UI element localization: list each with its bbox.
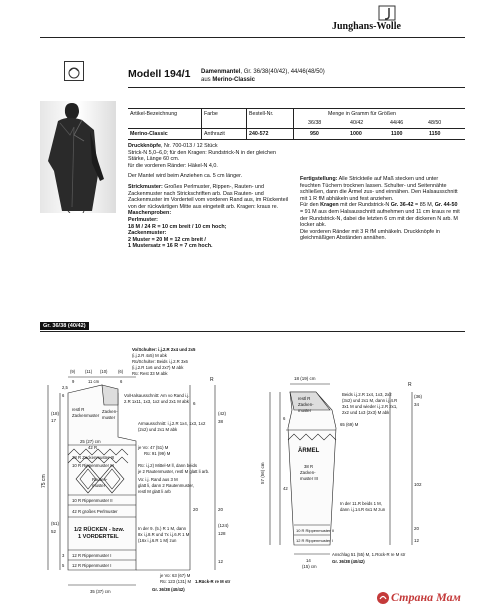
sleeve-rdim-34: 34	[414, 402, 420, 407]
dim-17: 17	[51, 418, 57, 423]
note-hals-2: 2.R 1x11, 1x3, 1x2 und 2x1 M abk	[124, 399, 189, 404]
label-42r: 42 R	[88, 445, 98, 450]
note-hals: Vo/Halsausschnitt: Am vo Rand i.j.	[124, 393, 190, 398]
td-amount-4: 1150	[429, 131, 441, 137]
sleeve-zack: Zacken-	[298, 402, 314, 407]
length-note: Der Mantel wird beim Anziehen ca. 5 cm länger.	[128, 173, 243, 180]
materials-table	[128, 108, 465, 140]
dim-51: (51)	[51, 521, 60, 526]
buttons-line: Druckknöpfe, Nr. 700-013 / 12 Stück	[128, 143, 218, 149]
label-zack3: muster	[102, 415, 116, 420]
rdim-6: 6	[193, 401, 196, 406]
sleeve-zack4: muster III	[300, 476, 318, 481]
body-schematic	[40, 345, 250, 595]
note-vo-schulter-2: (i.j.2.R 4x5) M abk	[132, 353, 167, 358]
topdim-6p: (6)	[118, 369, 124, 374]
label-12r-b: 12 R Rippenmuster I	[72, 563, 112, 568]
label-je-vo: je Vo: 47 (51) M	[138, 445, 169, 450]
note-arm-2: (2x2) und 2x1 M abk	[138, 427, 178, 432]
note-ru-schulter-2: (i.j.2.R 1x6 und 2x7) M abk	[132, 365, 184, 370]
pattern-text: Strickmuster: Großes Perlmuster, Rippen-, Rauten- und Zackenmuster nach Strickschriften arb. Das Rauten- und Zackenmuster im Vorderteil vom vorderen Rand aus, im Rückenteil von der rückwärtigen Mitte aus eingeteilt arb. Kragen: kraus re.	[128, 183, 288, 210]
note-ru-rest: Rü: Rest 33 M abk	[132, 371, 168, 376]
perl-title: Perlmuster:	[128, 216, 158, 223]
yarn-icon	[65, 62, 83, 80]
th-size-2: 40/42	[350, 120, 364, 126]
sleeve-ldim-42: 42	[283, 486, 288, 491]
gauge-title: Maschenproben:	[128, 210, 172, 217]
rdim-20a: 20	[193, 507, 199, 512]
label-zack2: Zacken-	[102, 409, 118, 414]
dim-3: 3	[62, 553, 65, 558]
topdim-10p: (10)	[100, 369, 108, 374]
perl-value: 18 M / 24 R = 10 cm breit / 10 cm hoch;	[128, 223, 227, 230]
sleeve-beids2: (3x2) und 2x1 M, dann i.j.4.R	[342, 398, 398, 403]
td-amount-3: 1100	[391, 131, 403, 137]
rdim-128: 128	[218, 531, 226, 536]
note-ru1b: je 2 Rautenmuster, restl M glatt li arb.	[138, 469, 210, 474]
td-color: Anthrazit	[204, 131, 225, 137]
td-amount-2: 1000	[350, 131, 362, 137]
model-title: Damenmantel, Gr. 36/38(40/42), 44/46(48/50) aus Merino-Classic	[201, 69, 325, 83]
dim-2-5: 2,5	[62, 385, 68, 390]
label-perl: 42 R großes Perlmuster	[72, 509, 118, 514]
watermark-icon	[376, 591, 390, 605]
section-rule	[40, 331, 465, 332]
r-header: R	[210, 377, 214, 383]
topdim-9p: (9)	[70, 369, 76, 374]
sleeve-38r: 38 R	[304, 464, 314, 469]
sleeve-bdim-14: 14	[306, 558, 311, 563]
sleeve-in11b: dann i.j.14.R 6x1 M zun	[340, 507, 386, 512]
sleeve-ansch: Anschlag 51 (55) M, 1.Rück-R re M str	[332, 552, 406, 557]
height-dim: 75 cm	[41, 474, 47, 488]
label-rest-r: restl R	[72, 407, 85, 412]
instructions-right	[300, 176, 460, 242]
sleeve-beids3: 3x1 M und wieder i.j.2.R 2x1,	[342, 404, 398, 409]
sleeve-label: ÄRMEL	[298, 448, 320, 454]
sleeve-beids1: Beids i.j.2.R 1x4, 1x3, 2x2	[342, 392, 392, 397]
watermark-text: Страна Мам	[391, 590, 461, 604]
sleeve-zack3: Zacken-	[300, 470, 316, 475]
label-ru3: Rü: 123 (131) M	[160, 579, 192, 584]
rdim-20b: 20	[218, 507, 224, 512]
th-size-4: 48/50	[428, 120, 442, 126]
th-article: Artikel-Bezeichnung	[130, 111, 178, 117]
label-10r-iii: 10 R Rippenmuster III	[72, 463, 114, 468]
td-amount-1: 950	[310, 131, 319, 137]
sleeve-rdim-12: 12	[414, 538, 420, 543]
th-order: Bestell-Nr.	[249, 111, 274, 117]
note-arm: Armausschnitt: i.j.2.R 1x4, 1x3, 1x2	[138, 421, 206, 426]
note-zun3: (16x i.j.6.R 1 M) zun	[138, 538, 177, 543]
zack-title: Zackenmuster:	[128, 230, 167, 237]
note-ru-schulter: Rü/Schulter: Beids i.j.2.R 3x6	[132, 359, 188, 364]
coat-photo-image	[40, 101, 116, 213]
rdim-42p: (42)	[218, 411, 227, 416]
needles-line-2: für die vorderen Ränder: Häkel-N 4,0.	[128, 162, 218, 169]
label-10r-ii: 10 R Rippenmuster II	[72, 498, 113, 503]
rdim-38: 38	[218, 419, 224, 424]
sleeve-ldim-6: 6	[283, 416, 286, 421]
sleeve-10r: 10 R Rippenmuster II	[296, 528, 334, 533]
th-size-1: 36/38	[308, 120, 322, 126]
label-je-vo2: je Vo: 63 (67) M	[160, 573, 191, 578]
bottom-dim: 35 (37) cm	[90, 589, 111, 594]
finishing-text: Fertigstellung: Alle Strickteile auf Maß stecken und unter feuchten Tüchern trocknen lassen. Schulter- und Seitennähte schließen, dann die Ärmel zus- und einnähen. Den Halsausschnitt mit 1 R fM abhäkeln und fest anziehen.	[300, 176, 458, 202]
th-amount: Menge in Gramm für Größen	[328, 111, 396, 117]
topdim-6: 6	[120, 379, 123, 384]
watermark	[376, 588, 481, 608]
note-ru2b: glatt li, dann 2 Rautenmuster,	[138, 483, 194, 488]
topdim-9: 9	[72, 379, 75, 384]
zack-value-2: 1 Mustersatz = 16 R = 7 cm hoch.	[128, 243, 213, 250]
sleeve-zack2: muster	[298, 408, 312, 413]
note-ru2c: restl M glatt li arb	[138, 489, 171, 494]
sleeve-12r: 12 R Rippenmuster I	[296, 538, 333, 543]
sleeve-rdim-36: (36)	[414, 394, 423, 399]
td-article: Merino-Classic	[130, 131, 168, 137]
edges-text: Die vorderen Ränder mit 3 R fM umhäkeln. Druckknöpfe in gleichmäßigen Abständen annähen.	[300, 228, 440, 242]
label-25cm: 25 (27) cm	[80, 439, 101, 444]
sleeve-restl: restl R	[298, 396, 311, 401]
label-12r: 12 R Rippenmuster I	[72, 553, 112, 558]
topdim-11p: (11)	[85, 369, 93, 374]
label-gr-small: Gr. 36/38 (40/42)	[152, 587, 185, 592]
label-ru4: 1.Rück-R re M str	[195, 579, 231, 584]
sleeve-rdim-20: 20	[414, 526, 420, 531]
label-rauten: Rauten-	[92, 477, 108, 482]
model-logo	[64, 61, 84, 81]
dim-18: (18)	[51, 411, 60, 416]
sleeve-bdim-15: (15) cm	[302, 564, 317, 569]
needles-line: Strick-N 5,0–6,0; für den Kragen: Rundstrick-N in der gleichen Stärke, Länge 60 cm.	[128, 149, 277, 163]
rdim-124: (124)	[218, 523, 229, 528]
sleeve-r-header: R	[408, 382, 412, 388]
note-ru2: Vo: i.j. Rand aus 3 M	[138, 477, 178, 482]
sleeve-in11: In der 11.R beids 1 M,	[340, 501, 382, 506]
sleeve-m66: 65 (69) M	[340, 422, 359, 427]
label-rauten2: muster	[92, 483, 106, 488]
dim-6: 6	[62, 393, 65, 398]
topdim-11: 11 cm	[88, 379, 100, 384]
header-rule	[128, 87, 465, 88]
label-28r: 28 R Zackenmuster III	[72, 455, 115, 460]
dim-52: 52	[51, 529, 57, 534]
brand-name: Junghans-Wolle	[332, 21, 401, 32]
td-order: 240-572	[249, 131, 269, 137]
piece-label-2: 1 VORDERTEIL	[78, 534, 119, 540]
sleeve-top-dim: 18 (19) cm	[294, 376, 316, 381]
piece-label: 1/2 RÜCKEN - bzw.	[74, 527, 125, 533]
size-badge: Gr. 36/38 (40/42)	[40, 322, 89, 330]
note-ru1: Rü: i.j.2) Mittel-M ll, dann beids	[138, 463, 197, 468]
sleeve-gr: Gr. 36/38 (40/42)	[332, 559, 365, 564]
brand-logo	[332, 5, 442, 31]
label-ru: Rü: 91 (99) M	[144, 451, 171, 456]
th-color: Farbe	[204, 111, 218, 117]
collar-text: Für den Kragen mit der Rundstrick-N Gr. 36-42 = 85 M, Gr. 44-50 = 91 M aus dem Halsausschnitt aufnehmen und 11 cm kraus re mit der Rundstrick-N, dabei die letzten 6 cm mit der dickeren N arb. M locker abk.	[300, 202, 460, 229]
zack-value-1: 2 Muster = 20 M = 12 cm breit /	[128, 236, 206, 243]
instructions-left	[128, 143, 288, 250]
label-zack: Zackenmuster	[72, 413, 100, 418]
top-rule	[40, 37, 465, 38]
th-size-3: 44/46	[390, 120, 404, 126]
note-vo-schulter: Vo/Schulter: i.j.2.R 2x4 und 2x5	[132, 347, 196, 352]
note-zun2: 8x i.j.8.R und 7x i.j.6.R 1 M	[138, 532, 190, 537]
rdim-12: 12	[218, 559, 224, 564]
sleeve-rdim-102: 102	[414, 482, 422, 487]
dim-5: 5	[62, 563, 65, 568]
sleeve-height-dim: 57 (56) cm	[260, 462, 265, 484]
coat-photo	[40, 101, 116, 213]
sleeve-schematic	[250, 370, 465, 590]
sleeve-beids4: 2x2 und 1x3 (2x3) M abk	[342, 410, 390, 415]
model-number: Modell 194/1	[128, 68, 191, 80]
note-zun1: In der 9. (5.) R 1 M, dann	[138, 526, 187, 531]
